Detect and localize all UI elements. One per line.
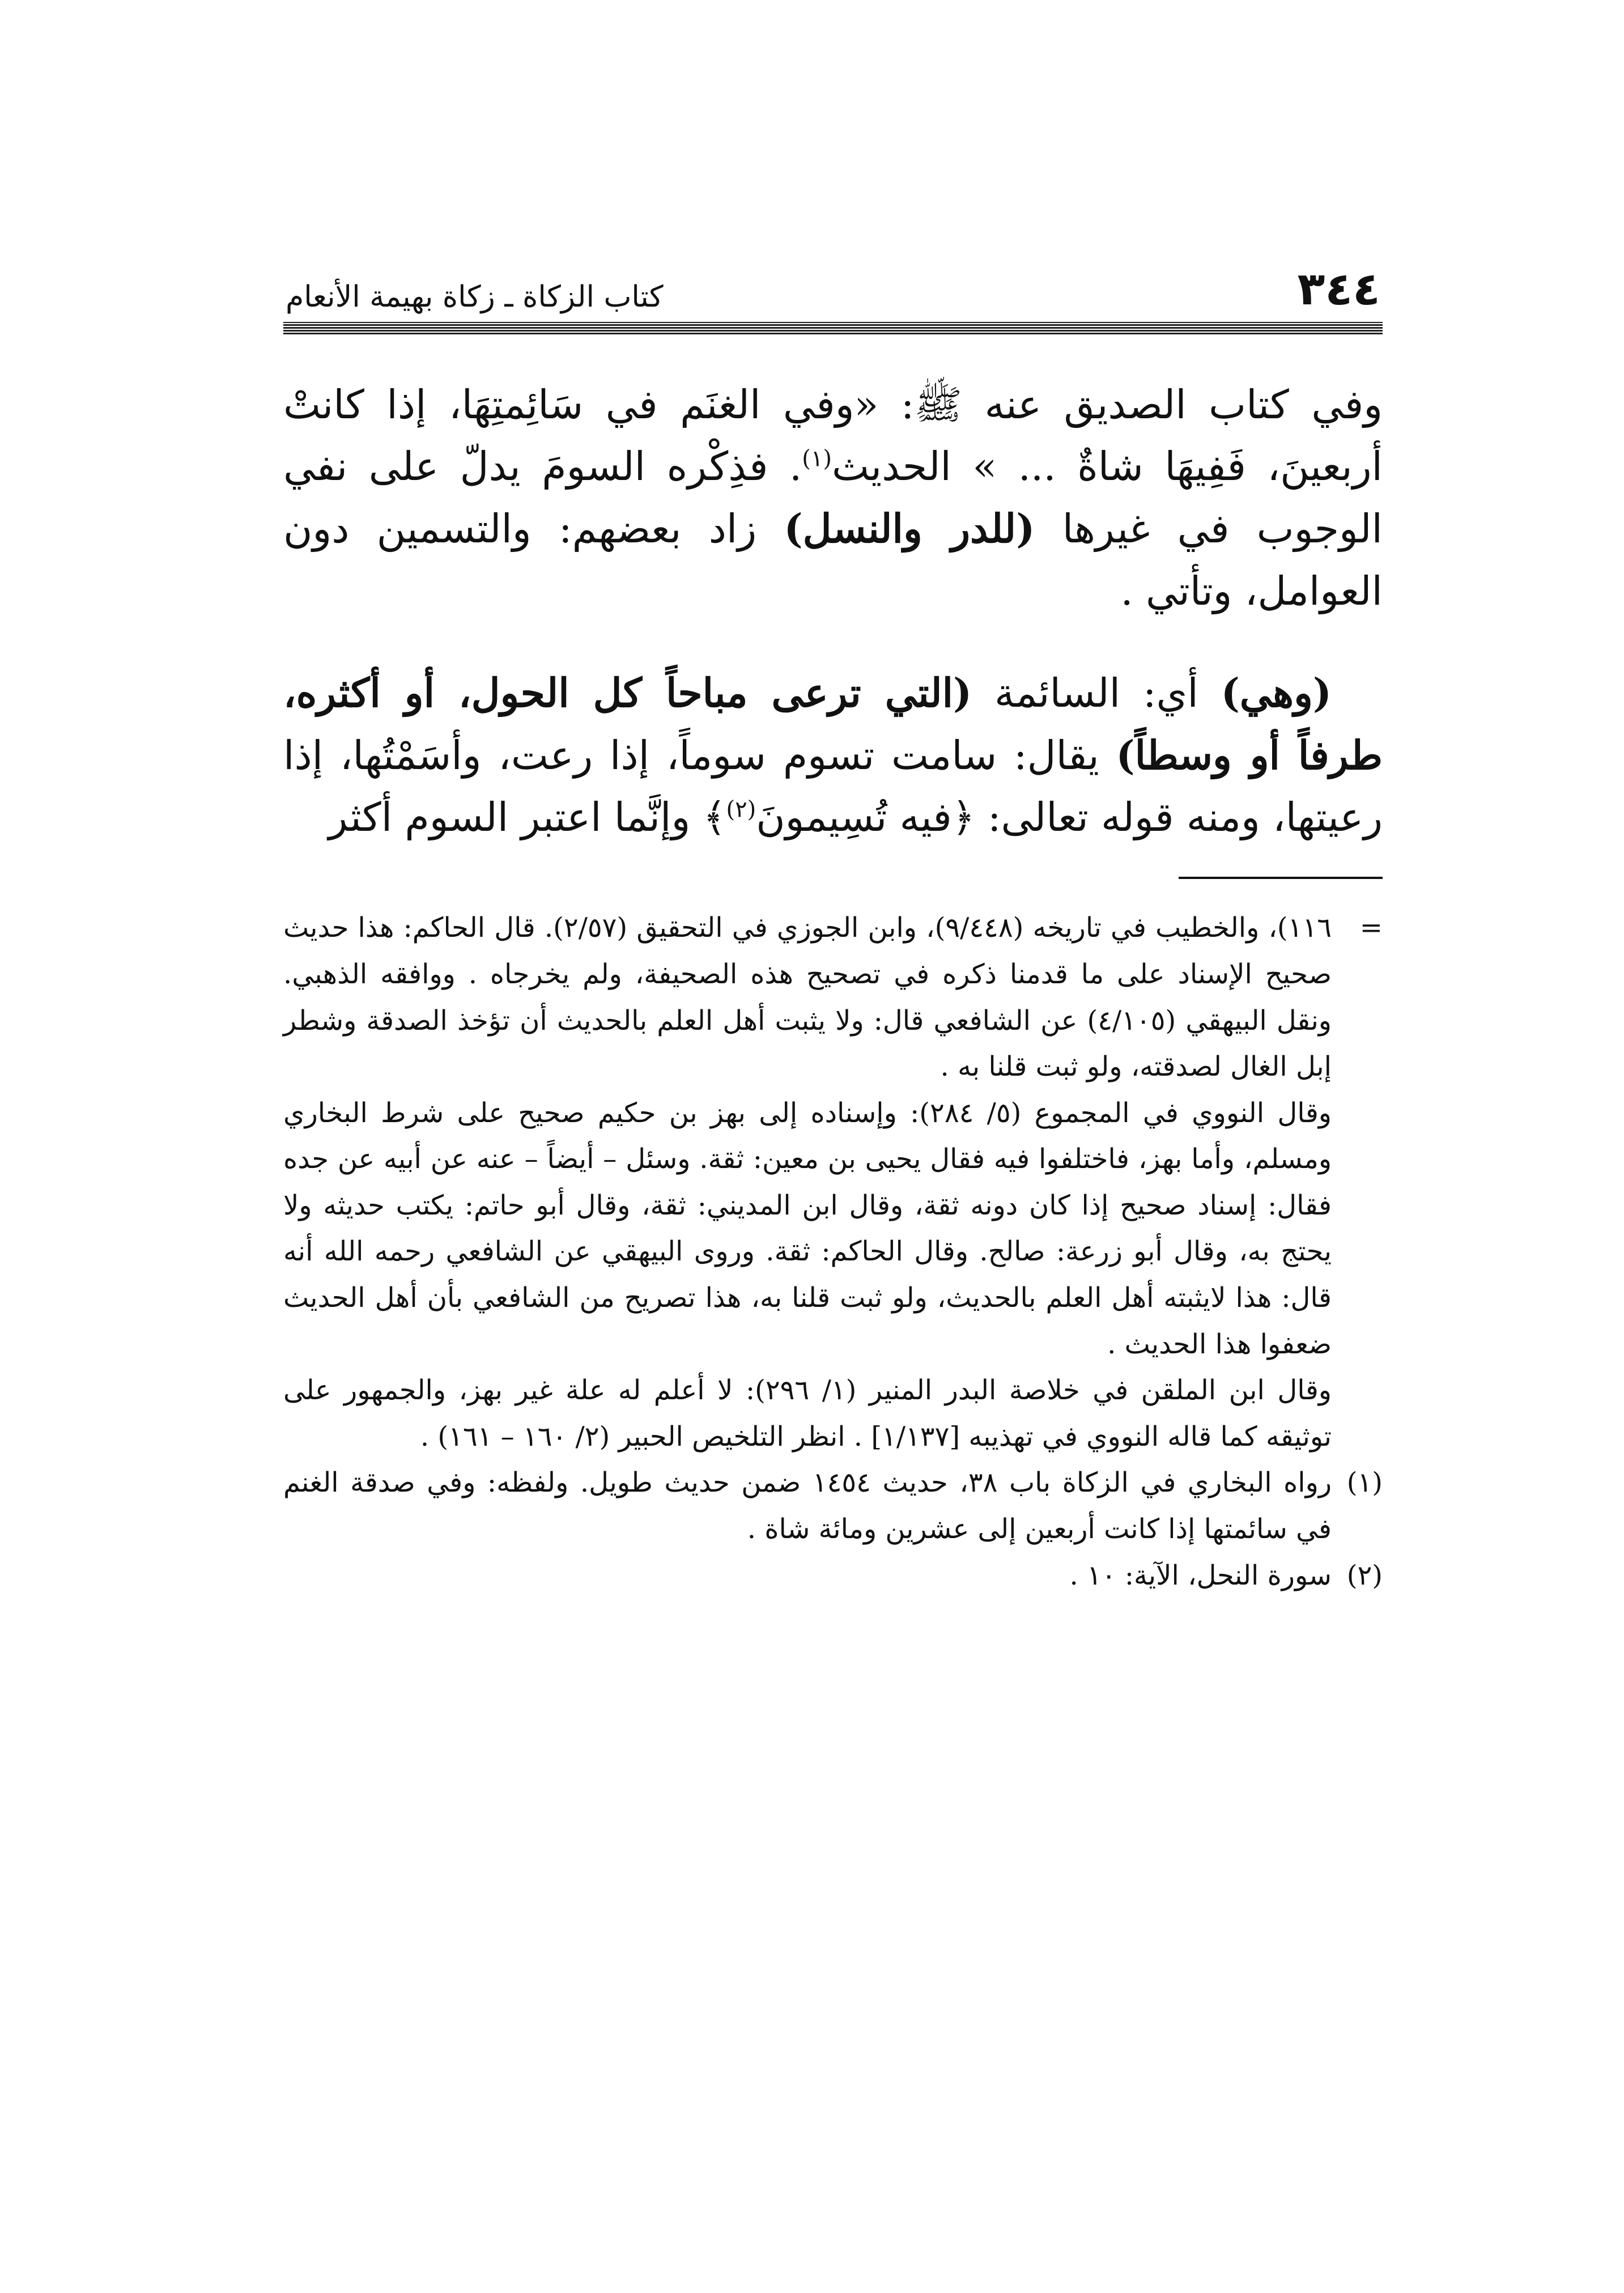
header-rule bbox=[283, 322, 1383, 334]
footnote-continuation-body bbox=[283, 905, 1332, 1460]
footnotes bbox=[283, 905, 1383, 1599]
paragraph-1-text-b: . فذِكْره السومَ يدلّ على نفي الوجوب في غيرها bbox=[283, 443, 1383, 553]
paragraph-2-text-a: أي: السائمة bbox=[972, 669, 1221, 716]
footnote-continuation-para-2: وقال النووي في المجموع (٥/ ٢٨٤): وإسناده إلى بهز بن حكيم صحيح على شرط البخاري ومسلم، وأما بهز، فاختلفوا فيه فقال يحيى بن معين: ثقة. وسئل – أيضاً – عنه عن أبيه عن جده فقال: إسناد صحيح إذا كان دونه ثقة، وقال ابن المديني: ثقة، وقال أبو حاتم: يكتب حديثه ولا يحتج به، وقال أبو زرعة: صالح. وقال الحاكم: ثقة. وروى البيهقي عن الشافعي رحمه الله أنه قال: هذا لايثبته أهل العلم بالحديث، ولو ثبت قلنا به، هذا تصريح من الشافعي بأن أهل الحديث ضعفوا هذا الحديث . bbox=[283, 1097, 1332, 1360]
footnote-1-text: رواه البخاري في الزكاة باب ٣٨، حديث ١٤٥٤ ضمن حديث طويل. ولفظه: وفي صدقة الغنم في سائمتها إذا كانت أربعين إلى عشرين ومائة شاة . bbox=[283, 1467, 1332, 1545]
paragraph-2-bold-b: (التي ترعى مباحاً كل الحول، أو أكثره، طرفاً أو وسطاً) bbox=[283, 669, 1383, 779]
footnote-1-marker: (١) bbox=[1346, 1467, 1383, 1499]
paragraph-1-bold-b: (للدر والنسل) bbox=[784, 505, 1035, 553]
footnote-2 bbox=[283, 1553, 1383, 1599]
paragraph-1 bbox=[283, 374, 1383, 622]
chapter-title: كتاب الزكاة ـ زكاة بهيمة الأنعام bbox=[286, 280, 664, 314]
footnote-continuation-para-3: وقال ابن الملقن في خلاصة البدر المنير (١/ ٢٩٦): لا أعلم له علة غير بهز، والجمهور على توثيقه كما قاله النووي في تهذيبه [١/١٣٧] . انظر التلخيص الحبير (٢/ ١٦٠ – ١٦١) . bbox=[283, 1374, 1332, 1453]
footnote-1 bbox=[283, 1460, 1383, 1552]
paragraph-2 bbox=[283, 662, 1383, 849]
footnote-continuation-para-1: ١١٦)، والخطيب في تاريخه (٩/٤٤٨)، وابن الجوزي في التحقيق (٢/٥٧). قال الحاكم: هذا حديث صحيح الإسناد على ما قدمنا ذكره في تصحيح هذه الصحيفة، ولم يخرجاه . ووافقه الذهبي. ونقل البيهقي (٤/١٠٥) عن الشافعي قال: ولا يثبت أهل العلم بالحديث أن تؤخذ الصدقة وشطر إبل الغال لصدقته، ولو ثبت قلنا به . bbox=[283, 912, 1332, 1083]
footnote-ref-1[interactable]: (١) bbox=[802, 445, 832, 472]
paragraph-1-text-a: وفي كتاب الصديق عنه ﷺ: «وفي الغنَم في سَائِمتِهَا، إذا كانتْ أربعينَ، فَفِيهَا شاةٌ ... » الحديث bbox=[283, 381, 1383, 490]
book-page bbox=[283, 238, 1383, 1599]
paragraph-2-bold-a: (وهي) bbox=[1221, 669, 1332, 716]
footnote-2-marker: (٢) bbox=[1346, 1559, 1383, 1591]
running-header bbox=[283, 238, 1383, 322]
page-number: ٣٤٤ bbox=[1297, 262, 1380, 315]
paragraph-2-text-b: يقال: سامت تسوم سوماً، إذا رعت، وأسَمْتُها، إذا رعيتها، ومنه قوله تعالى: ﴿فيه تُسِيمونَ bbox=[283, 732, 1383, 841]
footnote-continuation bbox=[283, 905, 1383, 1460]
footnote-ref-2[interactable]: (٢) bbox=[726, 796, 756, 823]
paragraph-1-text-c: زاد بعضهم: والتسمين دون العوامل، وتأتي . bbox=[283, 506, 1383, 614]
footnote-2-text: سورة النحل، الآية: ١٠ . bbox=[1069, 1559, 1332, 1591]
footnote-separator bbox=[1179, 877, 1383, 879]
paragraph-2-text-c: ﴾ وإنَّما اعتبر السوم أكثر bbox=[328, 794, 726, 841]
continuation-marker: = bbox=[1359, 912, 1383, 944]
